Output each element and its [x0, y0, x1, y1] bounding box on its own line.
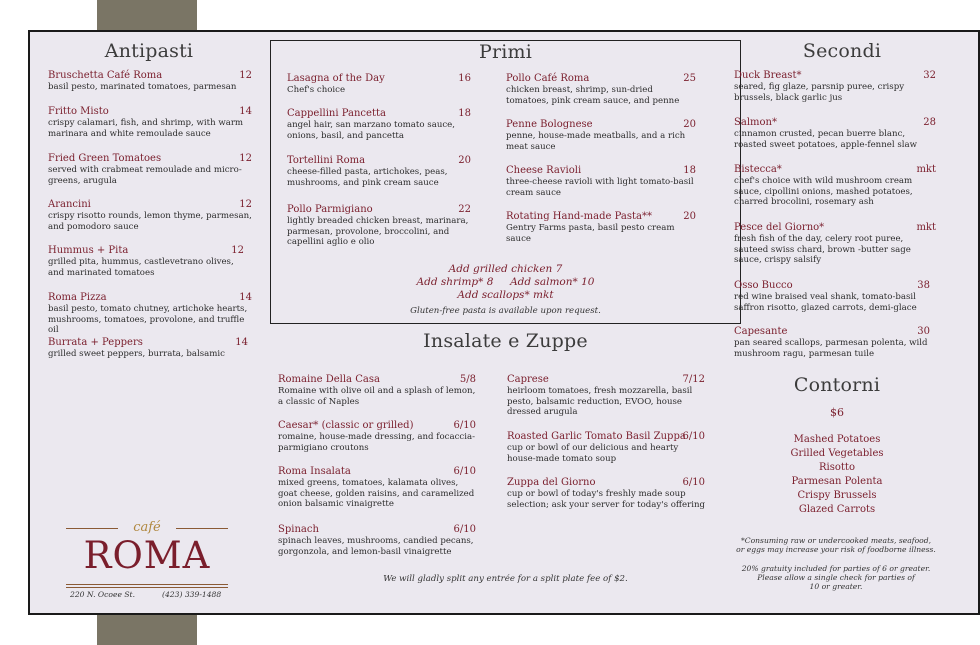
item-price: 14	[239, 106, 252, 117]
item-desc: cinnamon crusted, pecan buerre blanc, roasted sweet potatoes, apple-fennel slaw	[734, 129, 917, 150]
item-desc: mixed greens, tomatoes, kalamata olives, goat cheese, golden raisins, and caramelized onion balsamic vinaigrette	[278, 478, 475, 509]
item-desc: cup or bowl of today's freshly made soup selection; ask your server for today's offering	[507, 489, 706, 510]
item-price: 12	[231, 245, 244, 256]
contorni-list	[732, 433, 942, 517]
item-desc: grilled pita, hummus, castlevetrano olives, and marinated tomatoes	[48, 257, 234, 278]
item-price: 6/10	[453, 420, 476, 431]
consumption-warning	[726, 536, 946, 554]
menu-item	[734, 164, 936, 208]
menu-item	[278, 466, 476, 510]
item-price: 12	[239, 153, 252, 164]
item-desc: seared, fig glaze, parsnip puree, crispy brussels, black garlic jus	[734, 82, 905, 103]
item-name: Rotating Hand-made Pasta**	[506, 211, 652, 222]
item-desc: basil pesto, tomato chutney, artichoke hearts, mushrooms, tomatoes, provolone, and truffle oil	[48, 304, 248, 335]
item-desc: basil pesto, marinated tomatoes, parmesan	[48, 82, 237, 92]
item-desc: grilled sweet peppers, burrata, balsamic	[48, 349, 225, 359]
menu-item	[287, 73, 471, 96]
secondi-title: Secondi	[802, 40, 882, 62]
item-desc: fresh fish of the day, celery root puree, sauteed swiss chard, brown -butter sage sauce, crispy salsify	[734, 234, 911, 265]
item-desc: spinach leaves, mushrooms, candied pecans, gorgonzola, and lemon-basil vinaigrette	[278, 536, 474, 557]
menu-item	[734, 222, 936, 266]
item-name: Cheese Ravioli	[506, 165, 582, 176]
item-desc: Chef's choice	[287, 85, 346, 95]
item-desc: heirloom tomatoes, fresh mozzarella, basil pesto, balsamic reduction, EVOO, house dressed arugula	[507, 386, 693, 417]
menu-item	[287, 204, 471, 248]
menu-item	[507, 477, 705, 510]
item-price: 12	[239, 199, 252, 210]
menu-item	[507, 374, 705, 418]
item-name: Caprese	[507, 374, 549, 385]
item-desc: crispy calamari, fish, and shrimp, with warm marinara and white remoulade sauce	[48, 118, 244, 139]
item-desc: angel hair, san marzano tomato sauce, onions, basil, and pancetta	[287, 120, 455, 141]
item-price: 6/10	[682, 431, 705, 442]
menu-item	[507, 431, 705, 464]
item-name: Penne Bolognese	[506, 119, 593, 130]
item-name: Roma Pizza	[48, 292, 107, 303]
contorni-item: Glazed Carrots	[798, 504, 876, 515]
note-line: 10 or greater.	[809, 582, 863, 591]
item-price: 12	[239, 70, 252, 81]
item-name: Caesar* (classic or grilled)	[278, 420, 414, 431]
item-price: 30	[917, 326, 930, 337]
item-name: Spinach	[278, 524, 319, 535]
menu-item	[287, 108, 471, 141]
insalate-title: Insalate e Zuppe	[423, 330, 588, 352]
item-name: Roasted Garlic Tomato Basil Zuppa	[507, 431, 686, 442]
contorni-item: Risotto	[819, 462, 855, 473]
item-name: Pollo Parmigiano	[287, 204, 373, 215]
item-desc: lightly breaded chicken breast, marinara, parmesan, provolone, broccolini, and capellini aglio e olio	[287, 216, 469, 247]
item-desc: pan seared scallops, parmesan polenta, wild mushroom ragu, parmesan tuile	[734, 338, 928, 359]
menu-item	[48, 199, 252, 232]
item-name: Pollo Café Roma	[506, 73, 590, 84]
contorni-title: Contorni	[793, 374, 881, 396]
logo-cafe-text: café	[133, 520, 161, 535]
menu-frame	[28, 30, 980, 615]
menu-item	[48, 106, 252, 139]
menu-item	[278, 420, 476, 453]
antipasti-title: Antipasti	[104, 40, 194, 62]
note-line: or eggs may increase your risk of foodborne illness.	[736, 545, 936, 554]
restaurant-phone: (423) 339-1488	[162, 590, 222, 599]
item-price: 20	[683, 119, 696, 130]
item-price: 6/10	[682, 477, 705, 488]
menu-item	[48, 292, 252, 336]
item-price: 6/10	[453, 466, 476, 477]
item-price: 32	[923, 70, 936, 81]
menu-item	[48, 245, 244, 278]
gluten-free-note: Gluten-free pasta is available upon request.	[410, 306, 601, 316]
item-desc: chef's choice with wild mushroom cream sauce, cipollini onions, mashed potatoes, charred brocolini, rosemary ash	[734, 176, 913, 207]
item-name: Osso Bucco	[734, 280, 793, 291]
item-name: Tortellini Roma	[287, 155, 366, 166]
menu-item	[48, 70, 252, 93]
item-price: mkt	[916, 164, 936, 175]
item-name: Duck Breast*	[734, 70, 802, 81]
note-line: Please allow a single check for parties of	[757, 573, 915, 582]
item-price: 22	[458, 204, 471, 215]
split-plate-note: We will gladly split any entrée for a split plate fee of $2.	[383, 574, 628, 584]
item-price: 18	[683, 165, 696, 176]
primi-section	[270, 40, 741, 324]
item-price: 38	[917, 280, 930, 291]
item-name: Zuppa del Giorno	[507, 477, 596, 488]
item-name: Lasagna of the Day	[287, 73, 385, 84]
item-desc: red wine braised veal shank, tomato-basil saffron risotto, glazed carrots, demi-glace	[734, 292, 917, 313]
item-name: Salmon*	[734, 117, 777, 128]
item-price: 14	[235, 337, 248, 348]
addon-line: Add scallops* mkt	[457, 289, 554, 301]
menu-item	[506, 211, 696, 244]
item-name: Bruschetta Café Roma	[48, 70, 163, 81]
item-name: Pesce del Giorno*	[734, 222, 825, 233]
item-price: 16	[458, 73, 471, 84]
pasta-addons	[271, 263, 740, 302]
menu-item	[48, 337, 248, 360]
item-price: 5/8	[459, 374, 476, 385]
item-price: mkt	[916, 222, 936, 233]
item-name: Capesante	[734, 326, 788, 337]
contorni-item: Parmesan Polenta	[791, 476, 883, 487]
gratuity-note	[726, 564, 946, 591]
menu-item	[506, 73, 696, 106]
item-name: Roma Insalata	[278, 466, 351, 477]
contorni-item: Mashed Potatoes	[793, 434, 881, 445]
item-name: Bistecca*	[734, 164, 782, 175]
item-desc: cup or bowl of our delicious and hearty house-made tomato soup	[507, 443, 679, 464]
item-name: Fried Green Tomatoes	[48, 153, 162, 164]
note-line: 20% gratuity included for parties of 6 or greater.	[741, 564, 931, 573]
top-ribbon	[97, 0, 197, 30]
addon-line: Add shrimp* 8 Add salmon* 10	[416, 276, 595, 288]
restaurant-address: 220 N. Ocoee St.	[70, 590, 136, 599]
menu-item	[734, 280, 930, 313]
menu-item	[734, 70, 936, 103]
logo-rule-right	[176, 528, 228, 529]
item-price: 7/12	[682, 374, 705, 385]
item-desc: penne, house-made meatballs, and a rich meat sauce	[506, 131, 686, 152]
item-price: 28	[923, 117, 936, 128]
bottom-ribbon	[97, 615, 197, 645]
addon-line: Add grilled chicken 7	[448, 263, 563, 275]
menu-item	[506, 119, 696, 152]
item-price: 6/10	[453, 524, 476, 535]
menu-item	[278, 524, 476, 557]
contorni-item: Crispy Brussels	[797, 490, 877, 501]
item-price: 20	[458, 155, 471, 166]
logo-rule-bottom-2	[66, 587, 228, 588]
item-price: 20	[683, 211, 696, 222]
item-desc: three-cheese ravioli with light tomato-basil cream sauce	[506, 177, 694, 198]
item-desc: cheese-filled pasta, artichokes, peas, mushrooms, and pink cream sauce	[287, 167, 448, 188]
item-desc: romaine, house-made dressing, and focaccia-parmigiano croutons	[278, 432, 475, 453]
item-name: Burrata + Peppers	[48, 337, 143, 348]
item-price: 25	[683, 73, 696, 84]
menu-item	[48, 153, 252, 186]
item-desc: chicken breast, shrimp, sun-dried tomatoes, pink cream sauce, and penne	[506, 85, 680, 106]
item-name: Fritto Misto	[48, 106, 109, 117]
menu-item	[278, 374, 476, 407]
item-desc: served with crabmeat remoulade and micro-greens, arugula	[48, 165, 242, 186]
item-name: Hummus + Pita	[48, 245, 129, 256]
item-price: 14	[239, 292, 252, 303]
logo-roma-text: ROMA	[83, 534, 211, 577]
item-desc: Romaine with olive oil and a splash of lemon, a classic of Naples	[278, 386, 476, 407]
menu-item	[734, 326, 930, 359]
contorni-item: Grilled Vegetables	[790, 448, 884, 459]
item-price: 18	[458, 108, 471, 119]
menu-item	[287, 155, 471, 188]
primi-title: Primi	[478, 41, 533, 63]
item-desc: crispy risotto rounds, lemon thyme, parmesan, and pomodoro sauce	[48, 211, 252, 232]
cafe-roma-logo	[66, 520, 228, 602]
menu-item	[506, 165, 696, 198]
item-name: Romaine Della Casa	[278, 374, 380, 385]
item-name: Cappellini Pancetta	[287, 108, 386, 119]
item-desc: Gentry Farms pasta, basil pesto cream sauce	[506, 223, 675, 244]
contorni-price: $6	[830, 406, 844, 419]
note-line: *Consuming raw or undercooked meats, seafood,	[740, 536, 932, 545]
logo-rule-bottom	[66, 584, 228, 585]
menu-item	[734, 117, 936, 150]
item-name: Arancini	[48, 199, 91, 210]
